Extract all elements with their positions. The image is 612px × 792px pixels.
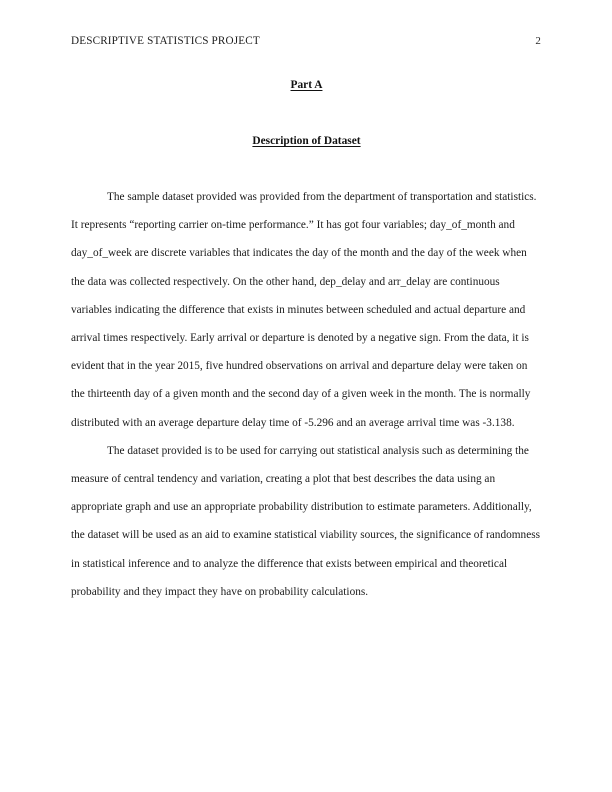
section-heading-text: Part A	[290, 79, 323, 91]
running-head-title: DESCRIPTIVE STATISTICS PROJECT	[71, 35, 260, 47]
section-heading-part-a	[71, 71, 542, 99]
page-header	[71, 35, 541, 47]
heading-spacer	[71, 99, 542, 127]
subheading-spacer	[71, 155, 542, 183]
subsection-heading-text: Description of Dataset	[252, 135, 361, 147]
paragraph-text: The dataset provided is to be used for carrying out statistical analysis such as determining the measure of central tendency and variation, creating a plot that best describes the data using an appropriate graph and use an appropriate probability distribution to estimate parameters. Additionally, the dataset will be used as an aid to examine statistical viability sources, the significance of randomness in statistical inference and to analyze the difference that exists between empirical and theoretical probability and they impact they have on probability calculations.	[71, 444, 543, 598]
document-body	[71, 71, 542, 606]
paragraph-text: The sample dataset provided was provided from the department of transportation and statistics. It represents “reporting carrier on-time performance.” It has got four variables; day_of_month and day_of_week are discrete variables that indicates the day of the month and the day of the week when the data was collected respectively. On the other hand, dep_delay and arr_delay are continuous variables indicating the difference that exists in minutes between scheduled and actual departure and arrival times respectively. Early arrival or departure is denoted by a negative sign. From the data, it is evident that in the year 2015, five hundred observations on arrival and departure delay were taken on the thirteenth day of a given month and the second day of a given week in the month. The is normally distributed with an average departure delay time of -5.296 and an average arrival time was -3.138.	[71, 191, 540, 429]
subsection-heading-description	[71, 127, 542, 155]
page-number: 2	[535, 35, 541, 47]
paragraph-dataset-description	[71, 183, 542, 437]
paragraph-analysis-purpose	[71, 437, 542, 606]
